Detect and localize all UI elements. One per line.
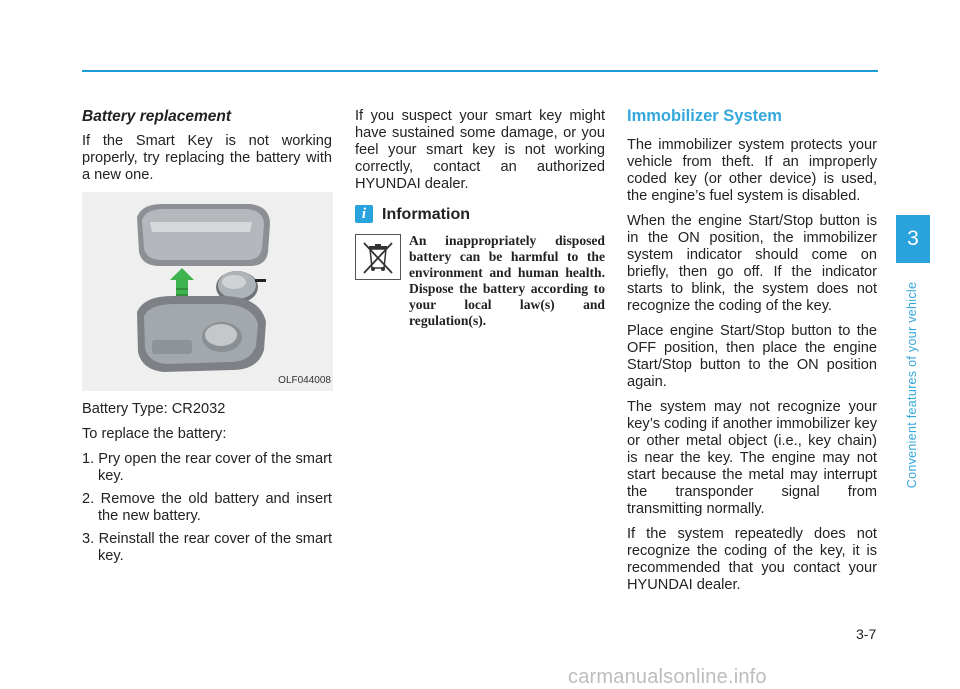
figure-code: OLF044008 [278, 375, 331, 386]
information-header [355, 205, 605, 223]
list-item: 3. Reinstall the rear cover of the smart key. [82, 531, 332, 564]
chapter-label [895, 270, 929, 500]
information-text: An inappropriately disposed battery can be harmful to the environment and human health. Dispose the battery according to your local law(s) and regulation(s). [409, 233, 605, 328]
battery-intro: If the Smart Key is not working properly, try replacing the battery with a new one. [82, 133, 332, 183]
right-column [627, 108, 877, 602]
info-icon: i [355, 205, 373, 223]
middle-column [355, 108, 605, 329]
immobilizer-heading: Immobilizer System [627, 107, 782, 125]
information-title: Information [382, 205, 470, 223]
left-column [82, 108, 332, 571]
immobilizer-paragraph: The system may not recognize your key’s coding if another immobilizer key or other metal object (i.e., key chain) is near the key. The engine may not start because the metal may interrupt the transponder signal from transmitting normally. [627, 399, 877, 517]
chapter-title: Convenient features of your vehicle [905, 281, 919, 489]
header-rule [82, 70, 878, 72]
immobilizer-paragraph: When the engine Start/Stop button is in the ON position, the immobilizer system indicator should come on briefly, then go off. If the indicator starts to blink, the system does not recognize the coding of the key. [627, 213, 877, 314]
immobilizer-paragraph: If the system repeatedly does not recognize the coding of the key, it is recommended that you contact your HYUNDAI dealer. [627, 526, 877, 593]
immobilizer-paragraph: The immobilizer system protects your vehicle from theft. If an improperly coded key (or other device) is used, the engine’s fuel system is disabled. [627, 137, 877, 204]
immobilizer-paragraph: Place engine Start/Stop button to the OFF position, then place the engine Start/Stop button to the ON position again. [627, 323, 877, 390]
battery-type: Battery Type: CR2032 [82, 401, 226, 417]
list-item: 2. Remove the old battery and insert the new battery. [82, 491, 332, 524]
list-item: 1. Pry open the rear cover of the smart key. [82, 451, 332, 484]
steps-intro: To replace the battery: [82, 426, 227, 442]
information-box [355, 233, 605, 329]
smart-key-battery-figure [82, 192, 333, 391]
damage-paragraph: If you suspect your smart key might have sustained some damage, or you feel your smart key is not working correctly, contact an authorized HYUNDAI dealer. [355, 108, 605, 192]
watermark: carmanualsonline.info [568, 666, 767, 688]
replacement-steps [82, 451, 332, 565]
page-number: 3-7 [856, 626, 877, 642]
chapter-tab: 3 [896, 215, 930, 263]
smart-key-illustration [82, 192, 333, 391]
crossed-bin-recycle-icon [355, 234, 401, 280]
battery-replacement-heading: Battery replacement [82, 108, 232, 125]
